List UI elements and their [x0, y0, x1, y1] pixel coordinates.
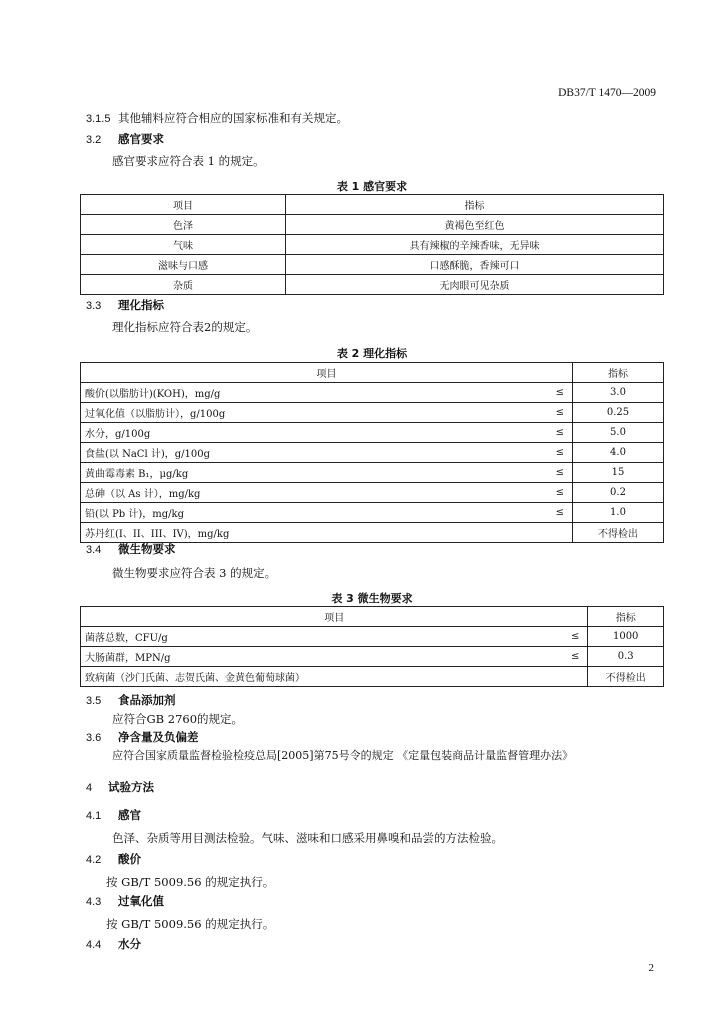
table-row	[81, 667, 664, 687]
cell-symbol: ≤	[513, 483, 572, 503]
table-row	[81, 235, 664, 255]
cell-indicator: 口感酥脆，香辣可口	[286, 255, 664, 275]
table-header-row	[81, 607, 664, 627]
cell-item: 水分，g/100g	[81, 423, 514, 443]
cell-symbol: ≤	[513, 383, 572, 403]
section-4-4-heading	[86, 937, 141, 952]
cell-value: 不得检出	[573, 523, 664, 543]
table-2-physicochemical	[80, 362, 664, 543]
section-number: 3.4	[86, 544, 102, 556]
section-3-4-body: 微生物要求应符合表 3 的规定。	[112, 566, 277, 580]
cell-value: 不得检出	[588, 667, 664, 687]
section-4-1-body: 色泽、杂质等用目测法检验。气味、滋味和口感采用鼻嗅和品尝的方法检验。	[112, 831, 503, 845]
cell-symbol: ≤	[513, 463, 572, 483]
cell-symbol: ≤	[513, 443, 572, 463]
cell-value: 0.3	[588, 647, 664, 667]
cell-item: 黄曲霉毒素 B₁，μg/kg	[81, 463, 514, 483]
section-3-3-body: 理化指标应符合表2的规定。	[112, 320, 258, 334]
section-3-2-heading	[86, 132, 164, 147]
section-4-2-body: 按 GB/T 5009.56 的规定执行。	[106, 875, 275, 889]
clause-number: 3.1.5	[86, 113, 111, 125]
column-header-item: 项目	[81, 195, 286, 215]
section-number: 4.3	[86, 896, 102, 908]
document-code: DB37/T 1470—2009	[558, 87, 656, 99]
cell-value: 15	[573, 463, 664, 483]
cell-item: 气味	[81, 235, 286, 255]
table-row	[81, 255, 664, 275]
cell-indicator: 黄褐色至红色	[286, 215, 664, 235]
section-title: 净含量及负偏差	[118, 730, 199, 744]
cell-symbol	[513, 523, 572, 543]
cell-value: 5.0	[573, 423, 664, 443]
cell-value: 0.2	[573, 483, 664, 503]
section-title: 酸价	[118, 852, 141, 866]
table-row	[81, 403, 664, 423]
table-row	[81, 423, 664, 443]
section-3-5-body: 应符合GB 2760的规定。	[112, 712, 244, 726]
cell-item: 过氧化值（以脂肪计），g/100g	[81, 403, 514, 423]
section-3-6-body: 应符合国家质量监督检验检疫总局[2005]第75号令的规定 《定量包装商品计量监督管理办法》	[112, 749, 574, 762]
section-title: 感官要求	[118, 132, 164, 146]
clause-text: 其他辅料应符合相应的国家标准和有关规定。	[118, 111, 348, 125]
section-title: 微生物要求	[118, 542, 176, 556]
cell-item: 苏丹红(I、II、III、IV)，mg/kg	[81, 523, 514, 543]
chapter-number: 4	[86, 782, 93, 794]
cell-symbol	[545, 667, 588, 687]
chapter-title: 试验方法	[108, 780, 154, 794]
table-row	[81, 383, 664, 403]
page-number: 2	[648, 962, 654, 974]
column-header-indicator: 指标	[588, 607, 664, 627]
section-title: 食品添加剂	[118, 693, 176, 707]
cell-value: 1.0	[573, 503, 664, 523]
cell-item: 大肠菌群，MPN/g	[81, 647, 546, 667]
table-row	[81, 503, 664, 523]
table-row	[81, 443, 664, 463]
cell-item: 致病菌（沙门氏菌、志贺氏菌、金黄色葡萄球菌）	[81, 667, 546, 687]
section-title: 水分	[118, 937, 141, 951]
table-1-sensory	[80, 194, 664, 295]
cell-symbol: ≤	[513, 503, 572, 523]
section-4-2-heading	[86, 852, 141, 867]
section-number: 3.2	[86, 134, 102, 146]
cell-value: 3.0	[573, 383, 664, 403]
table-row	[81, 647, 664, 667]
section-4-1-heading	[86, 808, 141, 823]
cell-symbol: ≤	[545, 627, 588, 647]
cell-value: 1000	[588, 627, 664, 647]
section-number: 4.4	[86, 939, 102, 951]
table-header-row	[81, 363, 664, 383]
table-row	[81, 275, 664, 295]
cell-indicator: 具有辣椒的辛辣香味，无异味	[286, 235, 664, 255]
section-title: 过氧化值	[118, 894, 164, 908]
table-row	[81, 523, 664, 543]
section-3-4-heading	[86, 542, 176, 557]
section-4-3-body: 按 GB/T 5009.56 的规定执行。	[106, 917, 275, 931]
section-number: 3.5	[86, 695, 102, 707]
cell-symbol: ≤	[513, 423, 572, 443]
cell-symbol: ≤	[545, 647, 588, 667]
table-row	[81, 483, 664, 503]
section-number: 3.3	[86, 300, 102, 312]
cell-symbol: ≤	[513, 403, 572, 423]
cell-item: 色泽	[81, 215, 286, 235]
section-3-5-heading	[86, 693, 176, 708]
section-title: 感官	[118, 808, 141, 822]
section-3-6-heading	[86, 730, 199, 745]
cell-indicator: 无肉眼可见杂质	[286, 275, 664, 295]
section-number: 3.6	[86, 732, 102, 744]
table-2-caption: 表 2 理化指标	[336, 347, 408, 360]
column-header-indicator: 指标	[573, 363, 664, 383]
column-header-indicator: 指标	[286, 195, 664, 215]
cell-item: 铅(以 Pb 计)，mg/kg	[81, 503, 514, 523]
table-row	[81, 215, 664, 235]
section-title: 理化指标	[118, 298, 164, 312]
section-number: 4.2	[86, 854, 102, 866]
table-header-row	[81, 195, 664, 215]
cell-item: 酸价(以脂肪计)(KOH)，mg/g	[81, 383, 514, 403]
table-3-microbiological	[80, 606, 664, 687]
cell-item: 杂质	[81, 275, 286, 295]
chapter-4-heading	[86, 780, 154, 795]
cell-item: 菌落总数，CFU/g	[81, 627, 546, 647]
section-number: 4.1	[86, 810, 102, 822]
section-3-3-heading	[86, 298, 164, 313]
table-row	[81, 627, 664, 647]
table-3-caption: 表 3 微生物要求	[331, 592, 413, 605]
section-4-3-heading	[86, 894, 164, 909]
section-3-2-body: 感官要求应符合表 1 的规定。	[112, 154, 265, 168]
column-header-item: 项目	[81, 363, 573, 383]
clause-3-1-5	[86, 111, 348, 126]
cell-item: 食盐(以 NaCl 计)，g/100g	[81, 443, 514, 463]
table-row	[81, 463, 664, 483]
cell-item: 滋味与口感	[81, 255, 286, 275]
column-header-item: 项目	[81, 607, 588, 627]
table-1-caption: 表 1 感官要求	[336, 180, 408, 193]
cell-item: 总砷（以 As 计），mg/kg	[81, 483, 514, 503]
cell-value: 0.25	[573, 403, 664, 423]
cell-value: 4.0	[573, 443, 664, 463]
